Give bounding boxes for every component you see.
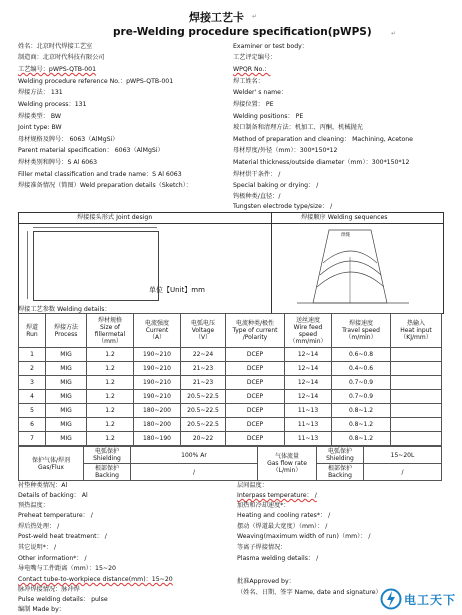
welding-details-label: 焊接工艺参数 Welding details： [18,306,111,313]
joint-sketch-dim [33,227,157,228]
info-line: Special baking or drying： / [233,182,319,189]
info-line: 等离子焊接情况： [237,544,287,551]
info-line: Pulse welding details： pulse [18,596,108,603]
info-line: Filler metal classification and trade name：S Al 6063 [18,171,182,178]
info-line: Plasma welding details： / [237,555,319,562]
title-cn: 焊接工艺卡 [189,11,244,24]
header-current-type: 电流种类/极性 Type of current /Polarity [226,314,285,348]
info-line: 摆动（焊道最大宽度）（mm）： / [237,523,328,530]
info-line: 焊接位置： PE [233,101,274,108]
signature-note: （姓名、日期、签字 Name, date and signature） [237,589,382,596]
header-process: 焊接方法 Process [46,314,87,348]
watermark-text: 电工天下 [404,593,457,607]
info-line: 预热温度： [18,502,49,509]
seq-mark: 焊缝 [341,233,350,238]
title-en: pre-Welding procedure specification(pWPS) [113,26,372,38]
gas-flow-label: 气体流量 Gas flow rate （L/min） [258,447,317,481]
info-line: Contact tube-to-workpiece distance(mm)：15~20 [18,576,173,583]
info-line: Method of preparation and cleaning： Machining, Acetone [233,136,413,143]
header-travel-speed: 焊接速度 Travel speed （m/min） [332,314,391,348]
welding-sequence-diagram [289,227,417,309]
info-line: 焊接类型： BW [18,113,62,120]
info-line: 衬垫种类情况：Al [18,482,68,489]
info-line: Welding process：131 [18,101,87,108]
gas-flux-table [18,446,442,481]
paragraph-mark: ↵ [391,30,397,37]
info-line: 焊接方法： 131 [18,89,63,96]
info-line: 焊后热处理： / [18,523,60,530]
header-current: 电流强度 Current （A） [134,314,181,348]
info-line: Welding procedure reference No.：pWPS-QTB-001 [18,78,174,85]
table-row: 1 MIG 1.2 190~210 22~24 DCEP 12~14 0.6~0.8 [19,348,442,362]
info-line: Weaving(maximum width of run)（mm）： / [237,533,371,540]
header-heat-input: 热输入 Heat input （KJ/mm） [391,314,442,348]
header-run: 焊道 Run [19,314,46,348]
info-line: Examiner or test body： [233,43,308,50]
gas-shielding-value: 100% Ar [131,447,258,464]
info-line: 脉冲焊接情况：脉冲焊 [18,586,80,593]
info-line: 焊接准备情况（简图）Weld preparation details（Sketch）： [18,182,192,189]
gas-backing-value: / [131,464,258,481]
flow-shielding-value: 15~20L [364,447,442,464]
flow-backing-value: / [364,464,442,481]
info-line: Material thickness/outside diameter（mm）：300*150*12 [233,159,410,166]
info-line: 工艺编号：pWPS-QTB-001 [18,66,97,73]
table-header-row [19,314,442,348]
joint-design-label: 焊接接头形式 Joint design [77,214,153,221]
table-row: 6 MIG 1.2 180~200 20.5~22.5 DCEP 11~13 0.8~1.2 [19,418,442,432]
joint-sketch-dim [27,231,28,299]
info-line: 焊工姓名： [233,78,264,85]
info-line: Welder' s name： [233,89,288,96]
flow-shielding-label: 电弧保护 Shielding [317,447,364,464]
info-line: Preheat temperature： / [18,512,93,519]
welding-sequences-label: 焊接顺序 Welding sequences [301,214,388,221]
info-line: 层间温度： [237,482,268,489]
info-line: 坡口制备和清理方法：机加工、丙酮，机械抛光 [233,124,363,131]
gas-shielding-label: 电弧保护 Shielding [84,447,131,464]
watermark-logo-icon [380,588,402,610]
watermark [380,586,460,612]
info-line: 制造商：北京时代科技有限公司 [18,54,105,61]
paragraph-mark: ↵ [252,13,258,20]
table-row: 3 MIG 1.2 190~210 21~23 DCEP 12~14 0.7~0.9 [19,376,442,390]
header-voltage: 电弧电压 Voltage （V） [181,314,226,348]
welding-parameters-table [18,313,442,446]
info-line: Tungsten electrode type/size： / [233,203,333,210]
info-line: Post-weld heat treatment： / [18,533,107,540]
joint-sketch [33,231,159,301]
info-line: 工艺评定编号： [233,54,277,61]
info-line: 加热和冷却速度*： [237,502,290,509]
gas-label: 保护气体/焊剂 Gas/Flux [19,447,84,481]
header-size: 焊材规格 Size of fillermetal （mm） [87,314,134,348]
flow-backing-label: 根部保护 Backing [317,464,364,481]
table-row: 2 MIG 1.2 190~210 21~23 DCEP 12~14 0.4~0.6 [19,362,442,376]
header-wire-feed: 送丝速度 Wire feed speed （mm/min） [285,314,332,348]
info-line: Heating and cooling rates*： / [237,512,331,519]
table-row: 4 MIG 1.2 190~210 20.5~22.5 DCEP 12~14 0.7~0.9 [19,390,442,404]
info-line: 钨极种类/直径：/ [233,193,281,200]
info-line: Other information*： / [18,555,87,562]
info-line: 编制 Made by： [18,606,65,613]
info-line: 姓名：北京时代焊接工艺室 [18,43,93,50]
info-line: Parent material specification： 6063（AlMgSi） [18,147,164,154]
info-line: Interpass temperature： / [237,492,317,499]
info-line: Details of backing： Al [18,492,88,499]
info-line: 导电嘴与工件距离（mm）：15~20 [18,565,116,572]
approved-by: 批准Approved by： [237,578,295,585]
info-line: 焊材类别和牌号：S Al 6063 [18,159,98,166]
info-line: 母材厚度/外径（mm）：300*150*12 [233,147,338,154]
table-row: 7 MIG 1.2 180~190 20~22 DCEP 11~13 0.8~1.2 [19,432,442,446]
info-line: 焊材烘干条件： / [233,171,281,178]
unit-label: 单位【Unit】mm [149,286,205,294]
info-line: 母材规格及牌号： 6063（AlMgSi） [18,136,119,143]
gas-backing-label: 根部保护 Backing [84,464,131,481]
table-row: 5 MIG 1.2 180~200 20.5~22.5 DCEP 11~13 0.8~1.2 [19,404,442,418]
info-line: 其它说明*： / [18,544,57,551]
info-line: Welding positions： PE [233,113,304,120]
joint-frame [18,212,444,314]
info-line: Joint type: BW [18,124,62,131]
info-line: WPQR No.： [233,66,271,73]
